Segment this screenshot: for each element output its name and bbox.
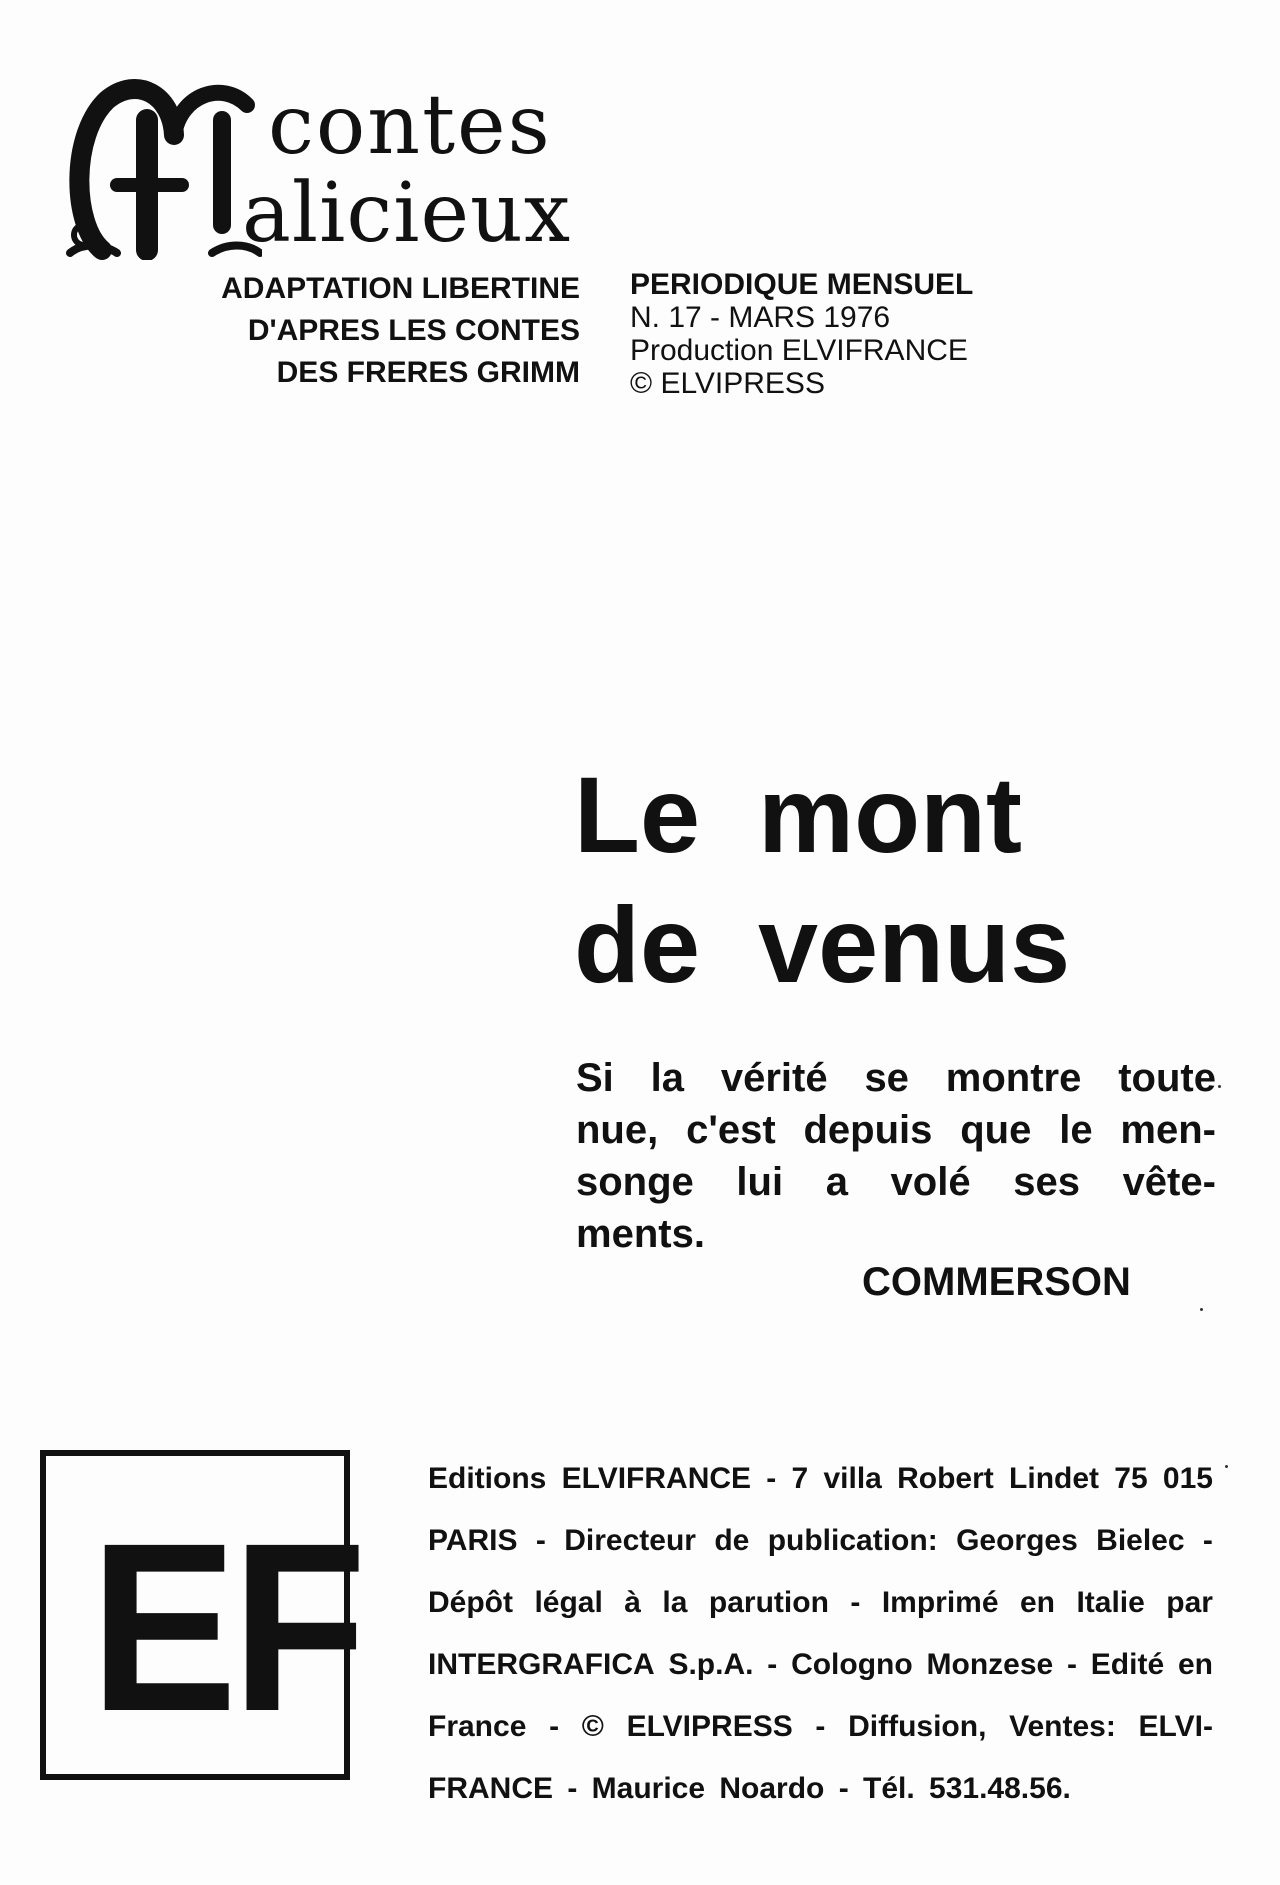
epigraph-quote xyxy=(576,1052,1216,1260)
imprint-word: par xyxy=(1166,1586,1213,1619)
imprint-word: Edité xyxy=(1090,1648,1165,1681)
quote-line xyxy=(576,1156,1216,1208)
imprint-word: 75 xyxy=(1114,1462,1148,1495)
quote-word: volé xyxy=(890,1160,971,1204)
imprint-word: ELVIPRESS xyxy=(626,1710,793,1743)
imprint-word: Bielec xyxy=(1096,1524,1185,1557)
imprint-line xyxy=(428,1510,1213,1572)
imprint-word: Editions xyxy=(428,1462,547,1495)
imprint-word: - xyxy=(767,1648,778,1681)
imprint-line xyxy=(428,1572,1213,1634)
title-line-1: Le mont xyxy=(574,754,1022,875)
quote-author: COMMERSON xyxy=(862,1260,1131,1304)
quote-word: que xyxy=(960,1108,1032,1152)
title-line-2: de venus xyxy=(574,884,1071,1005)
imprint-word: à xyxy=(624,1586,641,1619)
imprint-word: parution xyxy=(708,1586,829,1619)
imprint-word: - xyxy=(549,1710,560,1743)
imprint-word: publication: xyxy=(767,1524,938,1557)
imprint-word: - xyxy=(535,1524,546,1557)
quote-word: montre xyxy=(945,1056,1082,1100)
imprint-word: la xyxy=(662,1586,688,1619)
imprint-word: Italie xyxy=(1076,1586,1145,1619)
series-description xyxy=(221,268,580,394)
quote-line xyxy=(576,1052,1216,1104)
imprint-word: PARIS xyxy=(428,1524,518,1557)
quote-word: toute xyxy=(1118,1056,1216,1100)
scan-speck xyxy=(1218,1085,1221,1088)
copyright-line: © ELVIPRESS xyxy=(630,367,825,400)
imprint-word: - xyxy=(815,1710,826,1743)
publisher-logo xyxy=(40,1450,362,1780)
imprint-line xyxy=(428,1696,1213,1758)
imprint-line: FRANCE - Maurice Noardo - Tél. 531.48.56. xyxy=(428,1772,1071,1805)
quote-word: c'est xyxy=(686,1108,776,1152)
imprint-word: - xyxy=(1202,1524,1213,1557)
imprint-line xyxy=(428,1448,1213,1510)
imprint-word: France xyxy=(428,1710,527,1743)
imprint-word: Directeur xyxy=(564,1524,696,1557)
quote-line xyxy=(576,1104,1216,1156)
story-title xyxy=(574,750,1070,1010)
quote-word: ments. xyxy=(576,1212,705,1256)
imprint-word: 7 xyxy=(791,1462,809,1495)
quote-word: lui xyxy=(736,1160,784,1204)
quote-word: le xyxy=(1059,1108,1093,1152)
quote-word: a xyxy=(825,1160,848,1204)
imprint-word: © xyxy=(581,1710,604,1743)
issue-number: N. 17 - MARS 1976 xyxy=(630,301,891,334)
imprint-word: légal xyxy=(534,1586,603,1619)
imprint-word: Ventes: xyxy=(1009,1710,1116,1743)
series-line: D'APRES LES CONTES xyxy=(247,314,580,347)
series-line: ADAPTATION LIBERTINE xyxy=(221,272,580,305)
imprint-word: Dépôt xyxy=(428,1586,513,1619)
quote-word: vête- xyxy=(1122,1160,1216,1204)
imprint-word: de xyxy=(714,1524,750,1557)
quote-word: se xyxy=(864,1056,909,1100)
imprint-word: Robert xyxy=(897,1462,994,1495)
imprint-word: en xyxy=(1177,1648,1213,1681)
imprint-word: - xyxy=(1067,1648,1077,1681)
logo-word-malicieux: alicieux xyxy=(242,166,572,261)
imprint-word: ELVI- xyxy=(1138,1710,1213,1743)
imprint-word: S.p.A. xyxy=(668,1648,754,1681)
imprint-word: 015 xyxy=(1162,1462,1213,1495)
quote-word: la xyxy=(650,1056,684,1100)
imprint-line xyxy=(428,1634,1213,1696)
quote-line xyxy=(576,1208,1216,1260)
quote-word: vérité xyxy=(720,1056,828,1100)
quote-word: depuis xyxy=(803,1108,933,1152)
production-credit: Production ELVIFRANCE xyxy=(630,334,968,367)
monogram-m-icon xyxy=(62,75,262,260)
quote-word: Si xyxy=(576,1056,614,1100)
imprint-word: Imprimé xyxy=(881,1586,999,1619)
imprint-word: - xyxy=(850,1586,861,1619)
quote-word: songe xyxy=(576,1160,694,1204)
legal-imprint xyxy=(428,1448,1213,1820)
imprint-word: Monzese xyxy=(926,1648,1054,1681)
scan-speck xyxy=(1225,1465,1228,1468)
imprint-word: - xyxy=(766,1462,777,1495)
imprint-word: ELVIFRANCE xyxy=(561,1462,752,1495)
imprint-word: villa xyxy=(823,1462,882,1495)
quote-word: men- xyxy=(1120,1108,1216,1152)
scan-speck xyxy=(1200,1308,1203,1311)
masthead-logo xyxy=(62,75,582,260)
publisher-logo-text: EF xyxy=(90,1493,362,1761)
quote-word: nue, xyxy=(576,1108,659,1152)
imprint-word: Georges xyxy=(956,1524,1078,1557)
periodic-info xyxy=(630,268,973,400)
imprint-word: Lindet xyxy=(1009,1462,1100,1495)
quote-word: ses xyxy=(1013,1160,1080,1204)
periodic-frequency: PERIODIQUE MENSUEL xyxy=(630,268,974,301)
logo-word-contes: contes xyxy=(268,78,552,173)
imprint-word: Cologno xyxy=(791,1648,913,1681)
series-line: DES FRERES GRIMM xyxy=(276,356,580,389)
imprint-word: Diffusion, xyxy=(848,1710,987,1743)
imprint-word: en xyxy=(1019,1586,1055,1619)
imprint-word: INTERGRAFICA xyxy=(428,1648,655,1681)
